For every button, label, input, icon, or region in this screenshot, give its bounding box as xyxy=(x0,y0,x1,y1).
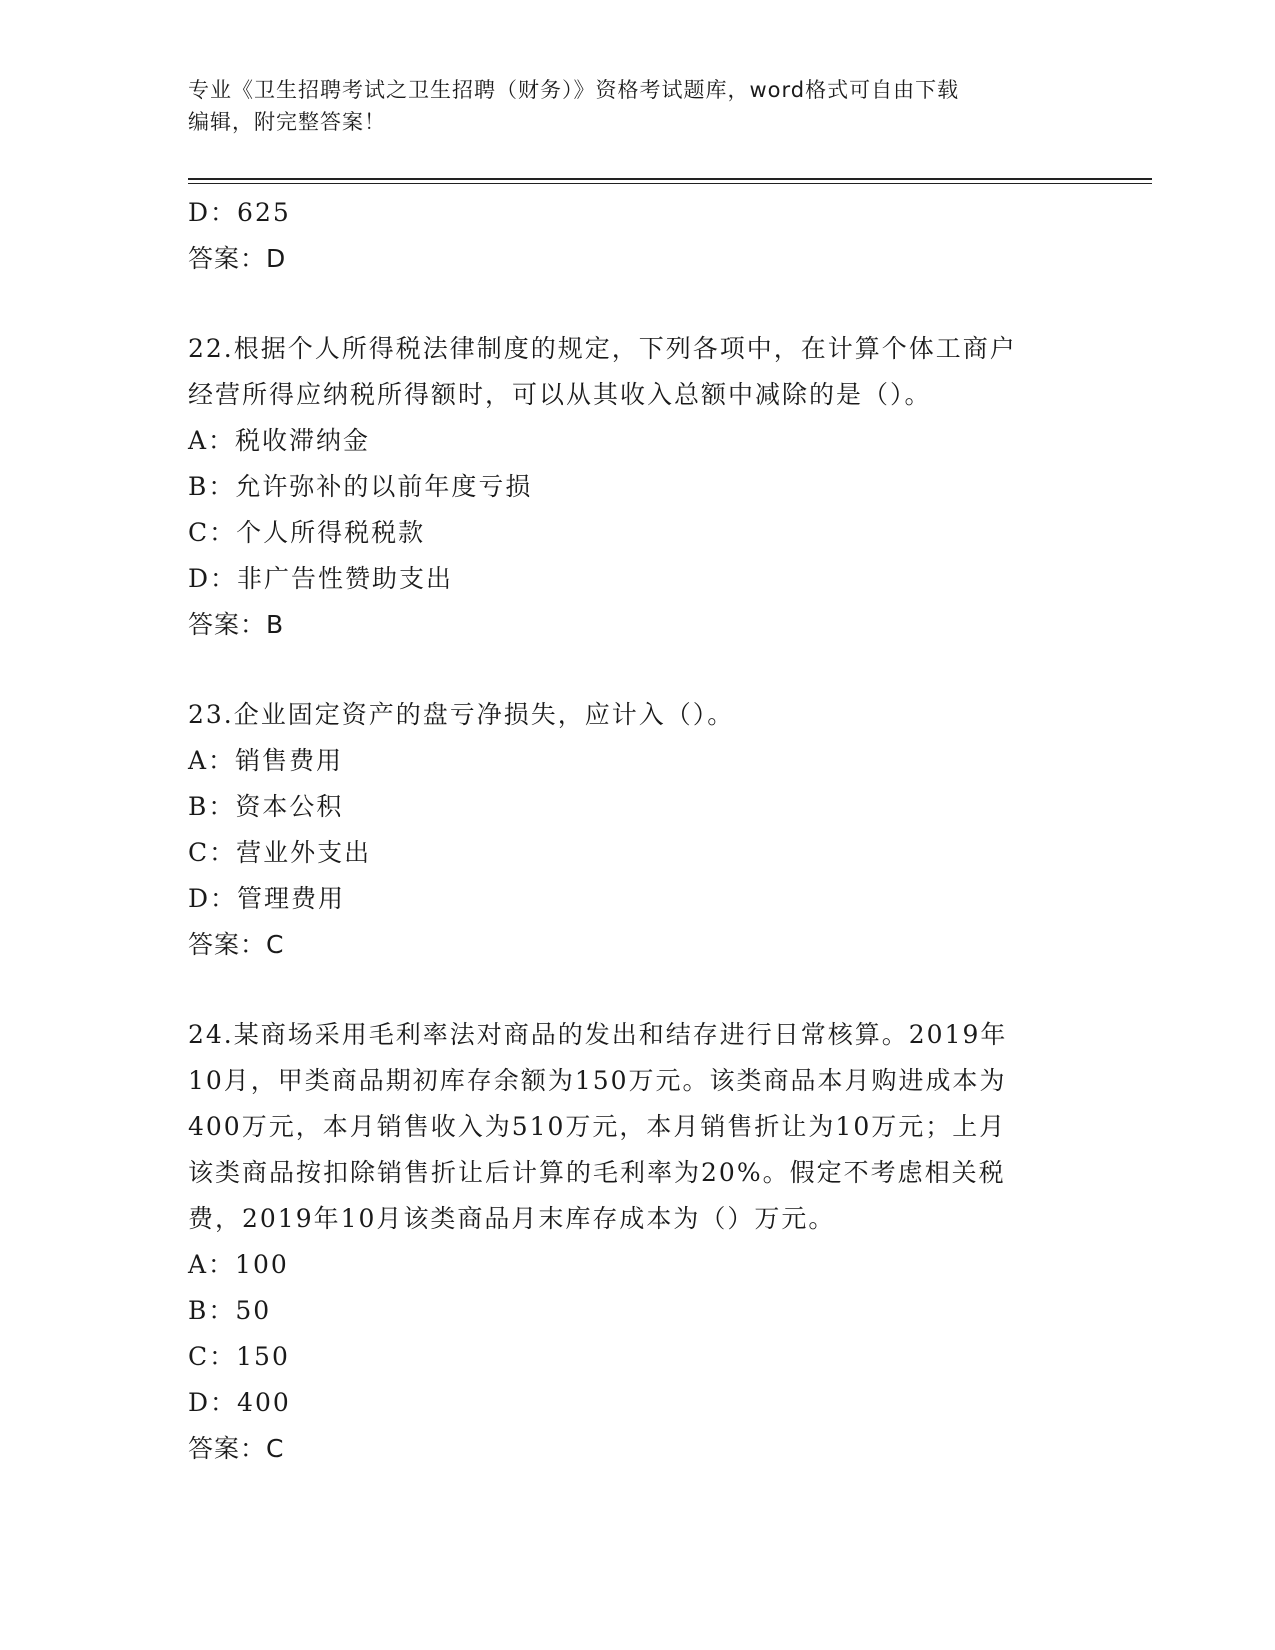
header-divider-thick xyxy=(188,178,1152,180)
document-header xyxy=(188,74,1088,138)
question-23 xyxy=(188,692,1088,968)
option-c: C：150 xyxy=(188,1342,290,1371)
question-24 xyxy=(188,1012,1088,1472)
question-stem-line: 该类商品按扣除销售折让后计算的毛利率为20%。假定不考虑相关税 xyxy=(188,1158,1006,1187)
previous-question-tail xyxy=(188,190,1088,282)
question-stem-line: 经营所得应纳税所得额时，可以从其收入总额中减除的是（）。 xyxy=(188,380,932,409)
option-a: A：税收滞纳金 xyxy=(188,426,371,455)
option-d: D：400 xyxy=(188,1388,291,1417)
header-divider-thin xyxy=(188,183,1152,184)
question-stem-line: 23.企业固定资产的盘亏净损失，应计入（）。 xyxy=(188,700,735,729)
option-c: C：营业外支出 xyxy=(188,838,372,867)
header-line-1: 专业《卫生招聘考试之卫生招聘（财务）》资格考试题库，word格式可自由下载 xyxy=(188,78,960,102)
question-stem-line: 24.某商场采用毛利率法对商品的发出和结存进行日常核算。2019年 xyxy=(188,1020,1008,1049)
answer-line: 答案：C xyxy=(188,1434,285,1463)
document-body xyxy=(188,190,1088,1472)
question-stem-line: 22.根据个人所得税法律制度的规定，下列各项中，在计算个体工商户 xyxy=(188,334,1017,363)
option-b: B：资本公积 xyxy=(188,792,344,821)
option-c: C：个人所得税税款 xyxy=(188,518,426,547)
option-a: A：100 xyxy=(188,1250,289,1279)
option-b: B：50 xyxy=(188,1296,272,1325)
header-line-2: 编辑，附完整答案！ xyxy=(188,110,386,134)
option-d: D：非广告性赞助支出 xyxy=(188,564,454,593)
question-stem-line: 10月，甲类商品期初库存余额为150万元。该类商品本月购进成本为 xyxy=(188,1066,1007,1095)
answer-line: 答案：C xyxy=(188,930,285,959)
question-stem-line: 400万元，本月销售收入为510万元，本月销售折让为10万元；上月 xyxy=(188,1112,1007,1141)
question-22 xyxy=(188,326,1088,648)
question-stem-line: 费，2019年10月该类商品月末库存成本为（）万元。 xyxy=(188,1204,836,1233)
answer-line: 答案：D xyxy=(188,244,287,273)
option-d: D：管理费用 xyxy=(188,884,346,913)
answer-line: 答案：B xyxy=(188,610,285,639)
option-b: B：允许弥补的以前年度亏损 xyxy=(188,472,533,501)
option-d: D：625 xyxy=(188,198,291,227)
option-a: A：销售费用 xyxy=(188,746,344,775)
